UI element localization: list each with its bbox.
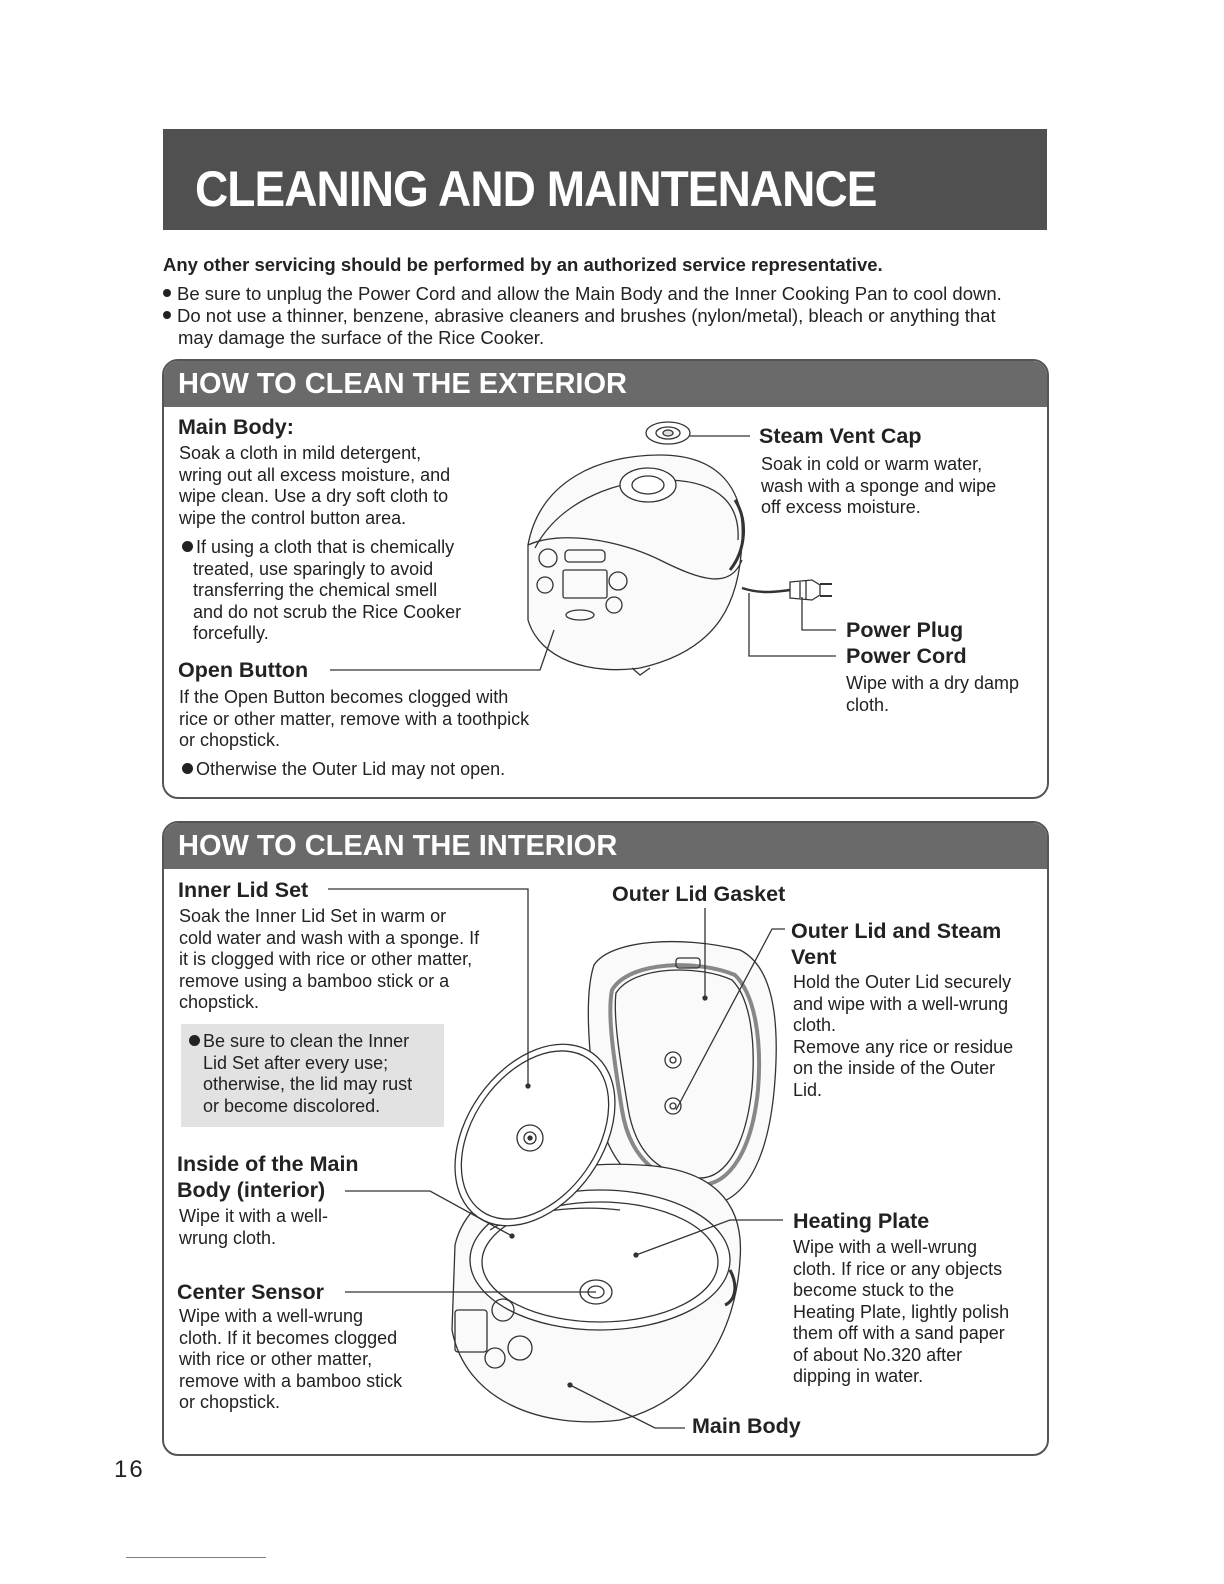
main-body-label: Main Body: <box>178 415 294 439</box>
main-body-text: Soak a cloth in mild detergent, wring out all excess moisture, and wipe clean. Use a dry soft cloth to wipe the control button area. <box>179 443 451 528</box>
bullet-no-abrasives: Do not use a thinner, benzene, abrasive cleaners and brushes (nylon/metal), bleach or anything that <box>163 305 996 327</box>
inside-main-body-label-2: Body (interior) <box>177 1178 326 1202</box>
open-button-note: Otherwise the Outer Lid may not open. <box>182 759 505 781</box>
main-body-interior-label: Main Body <box>692 1414 801 1438</box>
steam-vent-cap-label: Steam Vent Cap <box>759 424 922 448</box>
inside-main-body-text: Wipe it with a well- wrung cloth. <box>179 1206 329 1248</box>
inner-lid-set-text: Soak the Inner Lid Set in warm or cold water and wash with a sponge. If it is clogged with rice or other matter, remove using a bamboo stick or a chopstick. <box>179 906 480 1012</box>
rice-cooker-interior-illustration <box>422 942 776 1422</box>
rice-cooker-exterior-illustration <box>528 422 832 675</box>
outer-lid-steam-vent-label-1: Outer Lid and Steam <box>791 919 1002 943</box>
heating-plate-text: Wipe with a well-wrung cloth. If rice or any objects become stuck to the Heating Plate, lightly polish them off with a sand paper of about No.320 after dipping in water. <box>793 1237 1010 1386</box>
inner-lid-set-label: Inner Lid Set <box>178 878 309 902</box>
open-button-text: If the Open Button becomes clogged with rice or other matter, remove with a toothpick or chopstick. <box>179 687 530 750</box>
center-sensor-label: Center Sensor <box>177 1280 324 1304</box>
inside-main-body-label-1: Inside of the Main <box>177 1152 359 1176</box>
power-cord-label: Power Cord <box>846 644 967 668</box>
footer-link-underline <box>126 1557 266 1558</box>
exterior-heading: HOW TO CLEAN THE EXTERIOR <box>178 368 627 400</box>
center-sensor-text: Wipe with a well-wrung cloth. If it becomes clogged with rice or other matter, remove with a bamboo stick or chopstick. <box>179 1306 403 1412</box>
main-body-note: If using a cloth that is chemically treated, use sparingly to avoid transferring the chemical smell and do not scrub the Rice Cooker forcefully. <box>182 537 502 645</box>
outer-lid-gasket-label: Outer Lid Gasket <box>612 882 786 906</box>
outer-lid-steam-vent-text: Hold the Outer Lid securely and wipe with a well-wrung cloth. Remove any rice or residue on the inside of the Outer Lid. <box>793 972 1014 1100</box>
open-button-label: Open Button <box>178 658 309 682</box>
power-plug-label: Power Plug <box>846 618 964 642</box>
service-warning: Any other servicing should be performed by an authorized service representative. <box>163 254 883 275</box>
bullet-no-abrasives-cont: may damage the surface of the Rice Cooker. <box>178 327 545 348</box>
page-number: 16 <box>114 1456 145 1483</box>
power-cord-text: Wipe with a dry damp cloth. <box>846 673 1020 715</box>
page-title: CLEANING AND MAINTENANCE <box>195 161 877 217</box>
interior-heading: HOW TO CLEAN THE INTERIOR <box>178 830 618 862</box>
bullet-unplug: Be sure to unplug the Power Cord and allow the Main Body and the Inner Cooking Pan to cool down. <box>163 283 1002 305</box>
heating-plate-label: Heating Plate <box>793 1209 930 1233</box>
inner-lid-note: Be sure to clean the Inner Lid Set after every use; otherwise, the lid may rust or become discolored. <box>189 1031 435 1117</box>
outer-lid-steam-vent-label-2: Vent <box>791 945 837 969</box>
steam-vent-cap-text: Soak in cold or warm water, wash with a sponge and wipe off excess moisture. <box>761 454 997 517</box>
